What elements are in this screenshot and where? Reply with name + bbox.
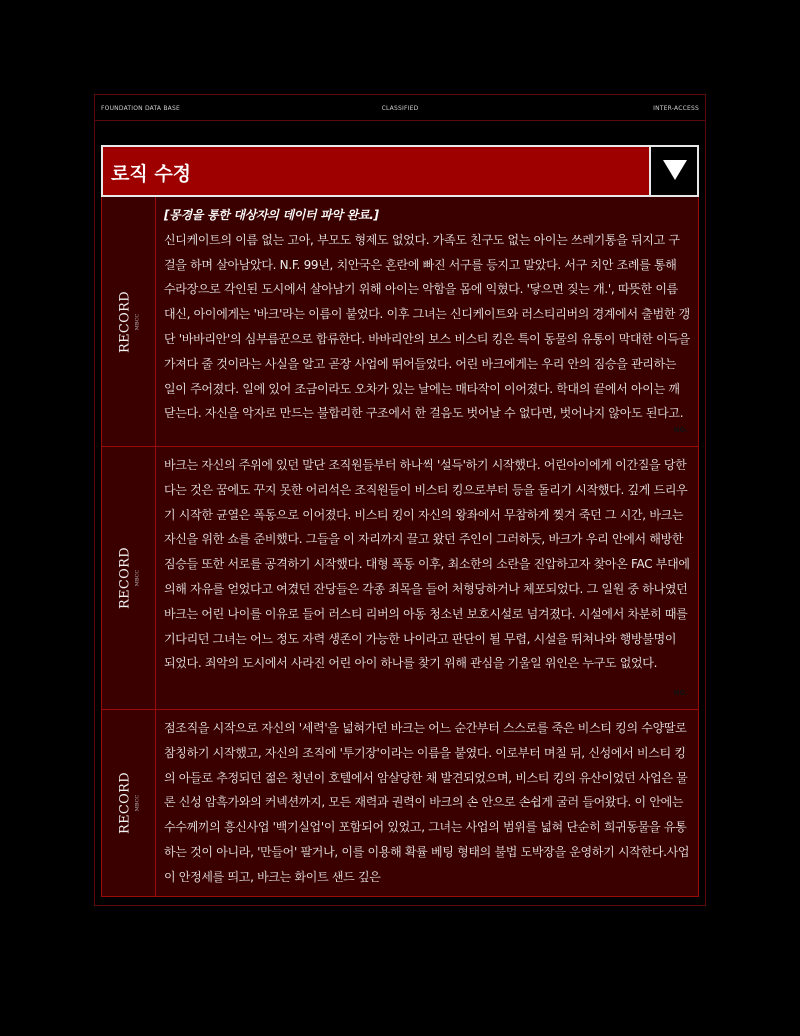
record-entry: [101, 197, 699, 447]
topbar-center-label: CLASSIFIED: [381, 105, 419, 112]
top-bar: [95, 95, 705, 121]
triangle-down-icon: [663, 158, 687, 182]
record-side-panel: [102, 447, 156, 709]
record-body: [164, 710, 698, 896]
topbar-left-label: FOUNDATION DATA BASE: [101, 105, 180, 112]
section-title: 로직 수정: [111, 163, 192, 185]
record-side-sublabel: MBCC: [134, 313, 141, 330]
topbar-right-label: INTER-ACCESS: [653, 105, 699, 112]
collapse-toggle-button[interactable]: [649, 147, 697, 195]
record-side-label: RECORD: [117, 772, 133, 834]
record-number-tag: NO.: [673, 426, 688, 434]
record-side-label: RECORD: [117, 547, 133, 609]
record-text: 점조직을 시작으로 자신의 '세력'을 넓혀가던 바크는 어느 순간부터 스스로를 죽은 비스티 킹의 수양딸로 참칭하기 시작했고, 자신의 조직에 '투기장'이라는 이름을 붙였다. 이로부터 며칠 뒤, 신성에서 비스티 킹의 아들로 추정되던 젊은 청년이 호텔에서 암살당한 채 발견되었으며, 비스티 킹의 유산이었던 사업은 물론 신성 암흑가와의 커넥션까지, 모든 재력과 권력이 바크의 손 안으로 손쉽게 굴러 들어왔다. 이 안에는 수수께끼의 흥신사업 '백기실업'이 포함되어 있었고, 그녀는 사업의 범위를 넓혀 단순히 희귀동물을 유통하는 것이 아니라, '만들어' 팔거나, 이를 이용해 확률 베팅 형태의 불법 도박장을 운영하기 시작한다.사업이 안정세를 띄고, 바크는 화이트 샌드 깊은: [164, 721, 690, 884]
record-body: [164, 447, 698, 682]
section-title-bar: [101, 145, 699, 197]
record-list: [101, 197, 699, 897]
record-lead: [몽경을 통한 대상자의 데이터 파악 완료.]: [164, 208, 379, 222]
record-text: 신디케이트의 이름 없는 고아, 부모도 형제도 없었다. 가족도 친구도 없는 아이는 쓰레기통을 뒤지고 구걸을 하며 살아남았다. N.F. 99년, 치안국은 혼란에 빠진 서구를 등지고 말았다. 서구 치안 조례를 통해 수라장으로 각인된 도시에서 살아남기 위해 아이는 악함을 몸에 익혔다. '닿으면 짖는 개.', 따뜻한 이름 대신, 아이에게는 '바크'라는 이름이 붙었다. 이후 그녀는 신디케이트와 러스티리버의 경계에서 출범한 갱단 '바바리안'의 심부름꾼으로 합류한다. 바바리안의 보스 비스티 킹은 특이 동물의 유통이 막대한 이득을 가져다 줄 것이라는 사실을 알고 곧장 사업에 뛰어들었다. 어린 바크에게는 우리 안의 짐승을 관리하는 일이 주어졌다. 일에 있어 조금이라도 오차가 있는 날에는 매타작이 이어졌다. 학대의 끝에서 아이는 깨닫는다. 자신을 악자로 만드는 불합리한 구조에서 한 걸음도 벗어날 수 없다면, 벗어나지 않아도 된다고.: [164, 232, 690, 421]
record-side-sublabel: MBCC: [134, 569, 141, 587]
record-number-tag: NO.: [673, 689, 688, 697]
record-body: [164, 197, 698, 432]
record-text: 바크는 자신의 주위에 있던 말단 조직원들부터 하나씩 '설득'하기 시작했다. 어린아이에게 이간질을 당한다는 것은 꿈에도 꾸지 못한 어리석은 조직원들이 비스티 킹으로부터 등을 돌리기 시작했다. 깊게 드리우기 시작한 균열은 폭동으로 이어졌다. 비스티 킹이 자신의 왕좌에서 무참하게 찢겨 죽던 그 시간, 바크는 자신을 위한 쇼를 준비했다. 그들을 이 자리까지 끌고 왔던 주인이 그러하듯, 바크가 우리 안에서 해방한 짐승들 또한 서로를 공격하기 시작했다. 대형 폭동 이후, 최소한의 소란을 진압하고자 찾아온 FAC 부대에 의해 자유를 얻었다고 여겼던 잔당들은 각종 죄목을 들어 처형당하거나 체포되었다. 그 일원 중 하나였던 바크는 어린 나이를 이유로 들어 러스티 리버의 아동 청소년 보호시설로 넘겨졌다. 시설에서 차분히 때를 기다리던 그녀는 어느 정도 자력 생존이 가능한 나이라고 판단이 될 무렵, 시설을 뛰쳐나와 행방불명이 되었다. 죄악의 도시에서 사라진 어린 아이 하나를 찾기 위해 관심을 기울일 위인은 누구도 없었다.: [164, 458, 690, 671]
record-entry: [101, 710, 699, 897]
record-side-label: RECORD: [117, 290, 133, 353]
record-entry: [101, 447, 699, 710]
record-side-panel: [102, 710, 156, 896]
database-frame: [94, 94, 706, 906]
record-side-panel: [102, 197, 156, 446]
record-side-sublabel: MBCC: [134, 794, 141, 812]
